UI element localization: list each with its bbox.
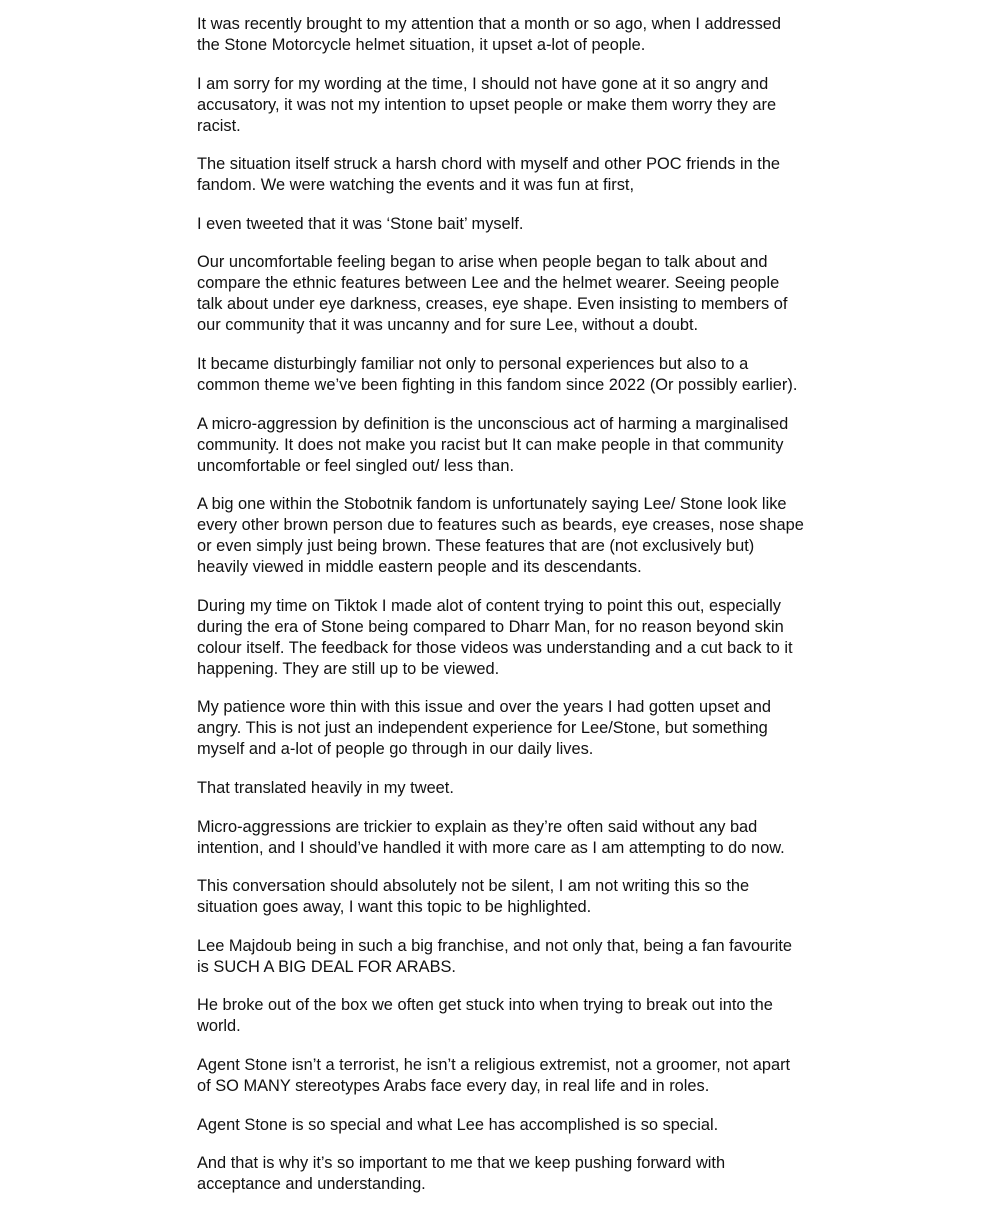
paragraph-17: Agent Stone is so special and what Lee has accomplished is so special. — [197, 1115, 719, 1134]
paragraph-18: And that is why it’s so important to me that we keep pushing forward with acceptance and understanding. — [197, 1154, 726, 1194]
paragraph-2: I am sorry for my wording at the time, I should not have gone at it so angry and accusatory, it was not my intention to upset people or make them worry they are racist. — [197, 74, 777, 135]
paragraph-1: It was recently brought to my attention that a month or so ago, when I addressed the Stone Motorcycle helmet situation, it upset a-lot of people. — [197, 15, 782, 54]
paragraph-5: Our uncomfortable feeling began to arise when people began to talk about and compare the ethnic features between Lee and the helmet wearer. Seeing people talk about under eye darkness, creases, eye shape. Even insisting to members of our community that it was uncanny and for sure Lee, without a doubt. — [197, 253, 788, 335]
paragraph-13: This conversation should absolutely not be silent, I am not writing this so the situation goes away, I want this topic to be highlighted. — [197, 877, 750, 917]
paragraph-10: My patience wore thin with this issue and over the years I had gotten upset and angry. This is not just an independent experience for Lee/Stone, but something myself and a-lot of people go through in our daily lives. — [197, 698, 772, 759]
paragraph-4: I even tweeted that it was ‘Stone bait’ myself. — [197, 214, 524, 233]
paragraph-7: A micro-aggression by definition is the unconscious act of harming a marginalised community. It does not make you racist but It can make people in that community uncomfortable or feel singled out/ less than. — [197, 414, 789, 475]
paragraph-15: He broke out of the box we often get stuck into when trying to break out into the world. — [197, 996, 773, 1036]
paragraph-16: Agent Stone isn’t a terrorist, he isn’t a religious extremist, not a groomer, not apart of SO MANY stereotypes Arabs face every day, in real life and in roles. — [197, 1055, 791, 1095]
document-body — [197, 14, 807, 1213]
paragraph-9: During my time on Tiktok I made alot of content trying to point this out, especially during the era of Stone being compared to Dharr Man, for no reason beyond skin colour itself. The feedback for those videos was understanding and a cut back to it happening. They are still up to be viewed. — [197, 596, 793, 678]
paragraph-12: Micro-aggressions are trickier to explain as they’re often said without any bad intention, and I should’ve handled it with more care as I am attempting to do now. — [197, 817, 785, 857]
paragraph-8: A big one within the Stobotnik fandom is unfortunately saying Lee/ Stone look like every other brown person due to features such as beards, eye creases, nose shape or even simply just being brown. These features that are (not exclusively but) heavily viewed in middle eastern people and its descendants. — [197, 495, 804, 577]
paragraph-3: The situation itself struck a harsh chord with myself and other POC friends in the fandom. We were watching the events and it was fun at first, — [197, 155, 781, 195]
paragraph-14: Lee Majdoub being in such a big franchise, and not only that, being a fan favourite is SUCH A BIG DEAL FOR ARABS. — [197, 936, 793, 976]
paragraph-11: That translated heavily in my tweet. — [197, 778, 454, 797]
paragraph-6: It became disturbingly familiar not only to personal experiences but also to a common theme we’ve been fighting in this fandom since 2022 (Or possibly earlier). — [197, 354, 798, 394]
